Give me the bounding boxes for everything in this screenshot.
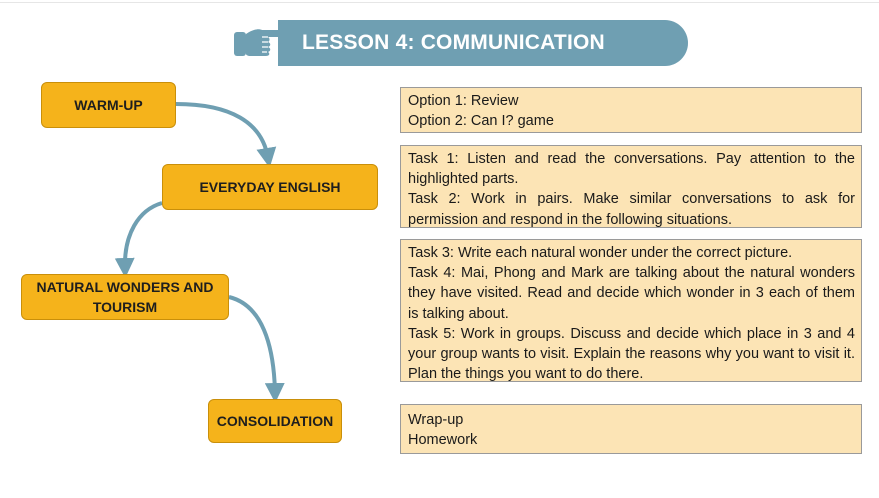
note-line: Homework (408, 432, 478, 449)
stage-warm-up (41, 82, 176, 128)
note-warm-up (400, 87, 862, 133)
note-line: Task 1: Listen and read the conversations. Pay attention to the highlighted parts. (408, 151, 855, 188)
note-line: Task 5: Work in groups. Discuss and decide which place in 3 and 4 your group wants to visit. Explain the reasons why you want to visit it. Plan the things you want to do there. (408, 325, 855, 383)
note-natural-wonders (400, 239, 862, 382)
note-line: Option 1: Review (408, 93, 519, 109)
note-line: Wrap-up (408, 412, 464, 428)
note-line: Task 3: Write each natural wonder under the correct picture. (408, 245, 793, 261)
page-title: LESSON 4: COMMUNICATION (302, 31, 605, 54)
stage-consolidation (208, 399, 342, 443)
note-line: Option 2: Can I? game (408, 113, 554, 130)
arrow-everyday-to-natural (125, 203, 162, 268)
stage-everyday-english (162, 164, 378, 210)
stage-label: WARM-UP (74, 97, 143, 113)
stage-label: CONSOLIDATION (216, 413, 334, 429)
note-everyday-english (400, 145, 862, 228)
stage-natural-wonders (21, 274, 229, 320)
arrow-warmup-to-everyday (176, 104, 268, 158)
lesson-title-banner (278, 20, 688, 66)
note-line: Task 4: Mai, Phong and Mark are talking about the natural wonders they have visited. Read and decide which wonder in 3 each of them is talking about. (408, 265, 855, 322)
arrow-natural-to-consolidation (229, 297, 275, 393)
stage-label: EVERYDAY ENGLISH (199, 179, 341, 195)
note-line: Task 2: Work in pairs. Make similar conversations to ask for permission and respond in the following situations. (408, 191, 855, 228)
stage-label: NATURAL WONDERS AND TOURISM (36, 279, 214, 315)
note-consolidation (400, 404, 862, 454)
top-divider (0, 2, 879, 3)
